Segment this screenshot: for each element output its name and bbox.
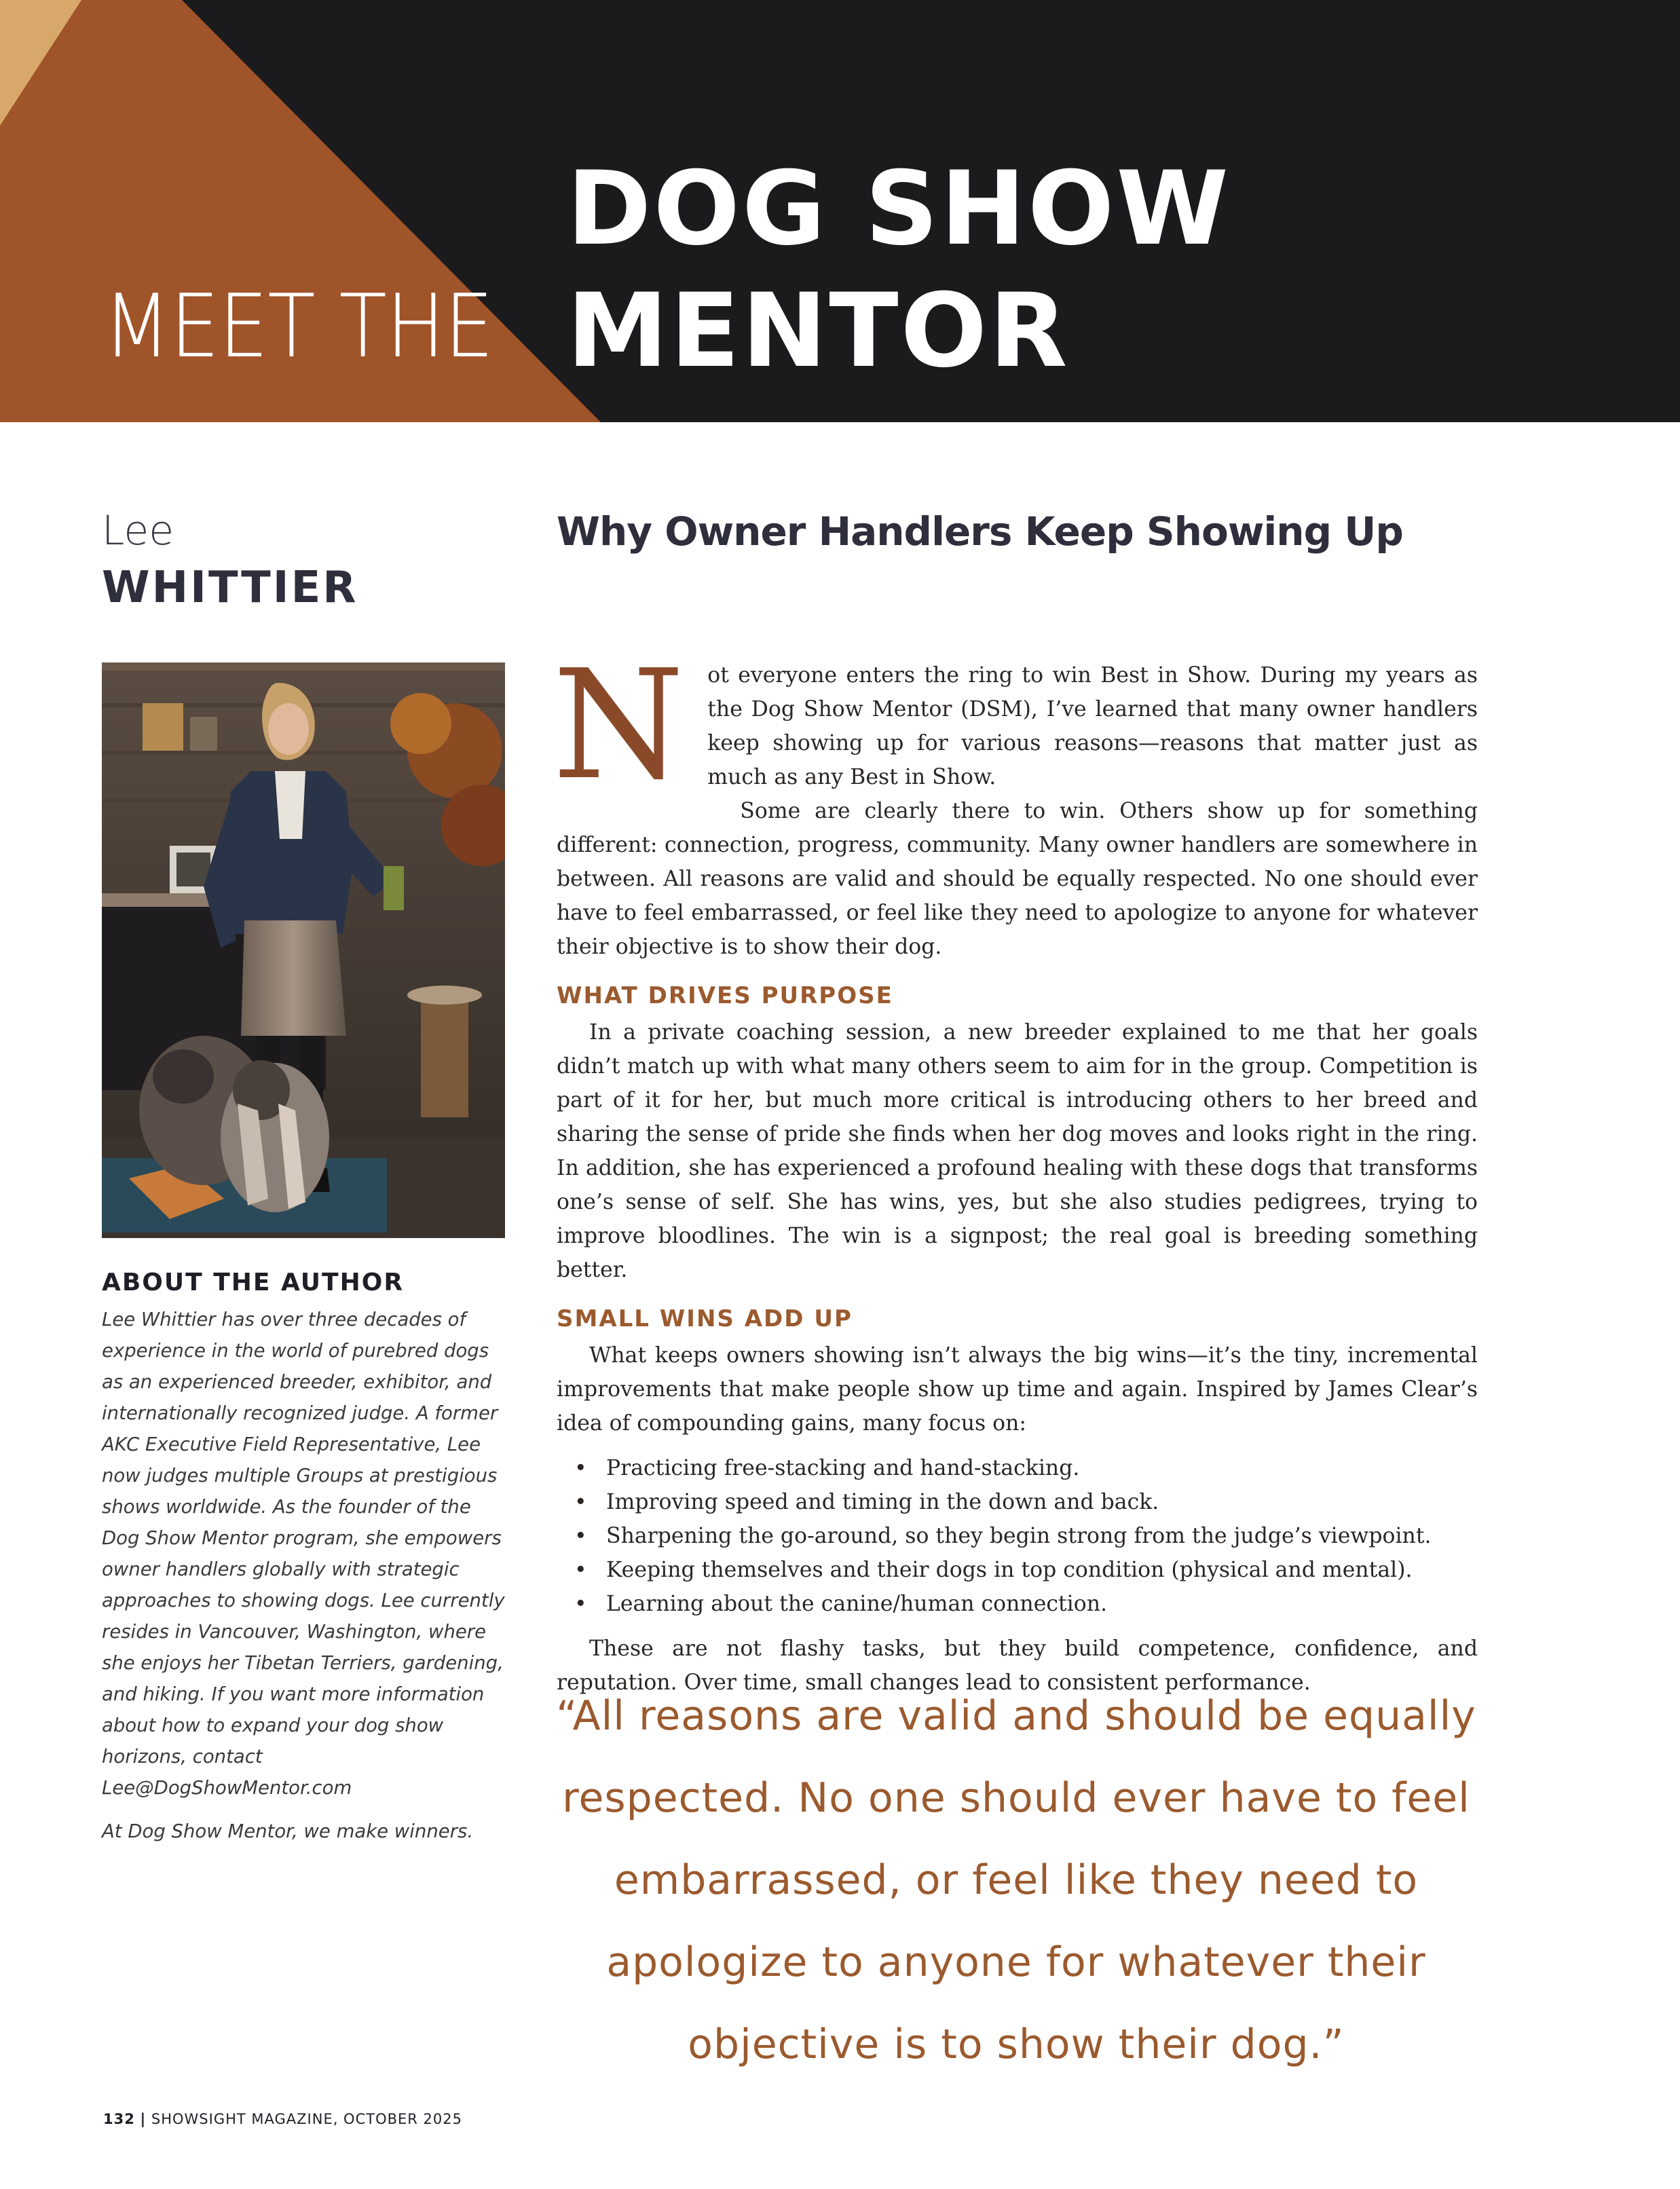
headline-line-1: DOG SHOW <box>567 150 1231 268</box>
author-photo <box>102 662 505 1238</box>
article-body <box>553 638 1478 1700</box>
headline-line-2: MENTOR <box>567 272 1070 390</box>
closing-paragraph: These are not flashy tasks, but they build competence, confidence, and reputation. Over time, small changes lead to consistent performance. <box>557 1636 1478 1695</box>
author-last-name: WHITTIER <box>102 563 358 613</box>
footer-separator: | <box>140 2111 147 2127</box>
list-item: • Sharpening the go-around, so they begin strong from the judge’s viewpoint. <box>557 1519 1478 1553</box>
about-heading: ABOUT THE AUTHOR <box>102 1269 405 1296</box>
about-body: Lee Whittier has over three decades of experience in the world of purebred dogs as an experienced breeder, exhibitor, and internationally recognized judge. A former AKC Executive Field Representative, Lee now judges multiple Groups at prestigious shows worldwide. As the founder of the Dog Show Mentor program, she empowers owner handlers globally with strategic approaches to showing dogs. Lee currently resides in Vancouver, Washington, where she enjoys her Tibetan Terriers, gardening, and hiking. If you want more information about how to expand your dog show horizons, contact Lee@DogShowMentor.com <box>102 1309 505 1799</box>
improvement-list <box>557 1451 1478 1621</box>
intro-paragraph-2: Some are clearly there to win. Others show up for something different: connection, progress, community. Many owner handlers are somewhere in between. All reasons are valid and should be equally respected. No one should ever have to feel embarrassed, or feel like they need to apologize to anyone for whatever their objective is to show their dog. <box>557 799 1478 959</box>
page-footer <box>103 2111 462 2127</box>
header-prefix: MEET THE <box>103 276 493 377</box>
pull-quote: “All reasons are valid and should be equally respected. No one should ever have to feel embarrassed, or feel like they need to apologize to anyone for whatever their objective is to show their dog.” <box>556 1692 1476 2068</box>
page-number: 132 <box>103 2111 135 2127</box>
page-header <box>0 0 1680 422</box>
publication-name: SHOWSIGHT MAGAZINE, OCTOBER 2025 <box>151 2111 462 2127</box>
about-the-author <box>102 1268 512 1847</box>
section-heading-what-drives-purpose: WHAT DRIVES PURPOSE <box>557 982 893 1009</box>
section-2-paragraph: What keeps owners showing isn’t always the big wins—it’s the tiny, incremental improvements that make people show up time and again. Inspired by James Clear’s idea of compounding gains, many focus on: <box>557 1343 1478 1436</box>
author-first-name: Lee <box>102 507 174 555</box>
about-tagline: At Dog Show Mentor, we make winners. <box>102 1820 474 1843</box>
section-1-paragraph: In a private coaching session, a new breeder explained to me that her goals didn’t match up with what many others seem to aim for in the group. Competition is part of it for her, but much more critical is introducing others to her breed and sharing the sense of pride she finds when her dog moves and looks right in the ring. In addition, she has experienced a profound healing with these dogs that transforms one’s sense of self. She has wins, yes, but she also studies pedigrees, trying to improve bloodlines. The win is a signpost; the real goal is breeding something better. <box>557 1020 1478 1282</box>
intro-paragraph-1: ot everyone enters the ring to win Best in Show. During my years as the Dog Show Mentor (DSM), I’ve learned that many owner handlers keep showing up for various reasons—reasons that matter just as much as any Best in Show. <box>707 663 1478 789</box>
section-heading-small-wins: SMALL WINS ADD UP <box>557 1305 853 1332</box>
list-item: • Learning about the canine/human connection. <box>557 1587 1478 1621</box>
article-subtitle: Why Owner Handlers Keep Showing Up <box>557 508 1403 555</box>
list-item: • Practicing free-stacking and hand-stacking. <box>557 1451 1478 1485</box>
author-photo-icon <box>102 662 505 1238</box>
list-item: • Keeping themselves and their dogs in top condition (physical and mental). <box>557 1553 1478 1587</box>
list-item: • Improving speed and timing in the down and back. <box>557 1485 1478 1519</box>
drop-cap: N <box>553 638 685 813</box>
